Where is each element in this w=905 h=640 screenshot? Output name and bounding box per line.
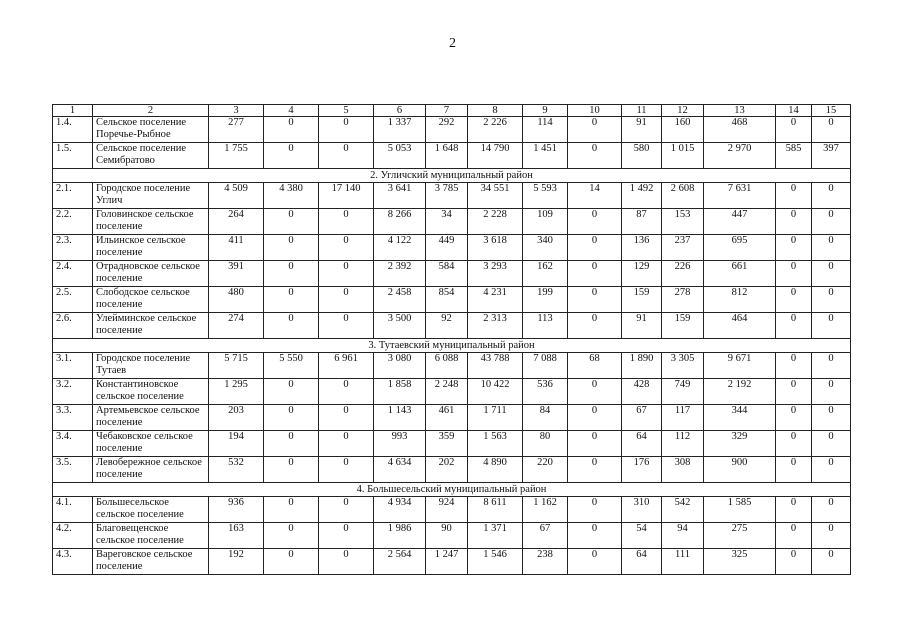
data-table [52, 104, 851, 575]
section-title: 4. Большесельский муниципальный район [53, 483, 851, 497]
table-cell: 113 [523, 313, 568, 339]
table-cell: 4 634 [374, 457, 426, 483]
settlement-name: Головинское сельское поселение [93, 209, 209, 235]
table-cell: 536 [523, 379, 568, 405]
table-cell: 0 [319, 261, 374, 287]
table-cell: 0 [776, 117, 812, 143]
table-cell: 1 371 [468, 523, 523, 549]
table-cell: 0 [264, 457, 319, 483]
table-cell: 2 192 [704, 379, 776, 405]
settlement-name: Артемьевское сельское поселение [93, 405, 209, 431]
table-cell: 64 [622, 549, 662, 575]
column-header: 12 [662, 105, 704, 117]
table-cell: 580 [622, 143, 662, 169]
table-cell: 68 [568, 353, 622, 379]
column-header: 13 [704, 105, 776, 117]
table-cell: 1 986 [374, 523, 426, 549]
table-cell: 17 140 [319, 183, 374, 209]
section-title: 3. Тутаевский муниципальный район [53, 339, 851, 353]
row-number: 2.2. [53, 209, 93, 235]
column-header: 3 [209, 105, 264, 117]
table-cell: 84 [523, 405, 568, 431]
table-row [53, 497, 851, 523]
settlement-name: Чебаковское сельское поселение [93, 431, 209, 457]
table-cell: 5 593 [523, 183, 568, 209]
settlement-name: Константиновское сельское поселение [93, 379, 209, 405]
table-cell: 0 [264, 497, 319, 523]
table-cell: 67 [523, 523, 568, 549]
table-cell: 176 [622, 457, 662, 483]
row-number: 2.4. [53, 261, 93, 287]
table-cell: 0 [319, 209, 374, 235]
table-cell: 64 [622, 431, 662, 457]
column-header: 11 [622, 105, 662, 117]
table-cell: 0 [776, 431, 812, 457]
table-cell: 87 [622, 209, 662, 235]
table-cell: 344 [704, 405, 776, 431]
table-cell: 4 122 [374, 235, 426, 261]
table-cell: 0 [264, 143, 319, 169]
table-cell: 532 [209, 457, 264, 483]
table-cell: 0 [568, 523, 622, 549]
table-cell: 0 [776, 235, 812, 261]
table-cell: 3 500 [374, 313, 426, 339]
table-cell: 0 [319, 457, 374, 483]
table-cell: 275 [704, 523, 776, 549]
table-cell: 0 [319, 143, 374, 169]
table-cell: 5 053 [374, 143, 426, 169]
table-cell: 1 337 [374, 117, 426, 143]
table-cell: 0 [812, 405, 851, 431]
table-cell: 292 [426, 117, 468, 143]
table-cell: 0 [812, 261, 851, 287]
table-row [53, 287, 851, 313]
table-row [53, 117, 851, 143]
table-cell: 2 392 [374, 261, 426, 287]
table-cell: 0 [319, 313, 374, 339]
table-cell: 5 550 [264, 353, 319, 379]
table-cell: 695 [704, 235, 776, 261]
table-row [53, 209, 851, 235]
table-cell: 111 [662, 549, 704, 575]
table-cell: 1 546 [468, 549, 523, 575]
table-cell: 2 313 [468, 313, 523, 339]
table-cell: 0 [568, 143, 622, 169]
section-row [53, 483, 851, 497]
table-cell: 1 755 [209, 143, 264, 169]
table-cell: 0 [264, 313, 319, 339]
table-cell: 2 248 [426, 379, 468, 405]
settlement-name: Городское поселение Тутаев [93, 353, 209, 379]
table-cell: 0 [776, 353, 812, 379]
table-cell: 1 585 [704, 497, 776, 523]
table-cell: 3 080 [374, 353, 426, 379]
table-cell: 34 551 [468, 183, 523, 209]
table-cell: 67 [622, 405, 662, 431]
table-cell: 112 [662, 431, 704, 457]
table-row [53, 379, 851, 405]
table-cell: 0 [319, 379, 374, 405]
table-cell: 6 088 [426, 353, 468, 379]
table-cell: 1 247 [426, 549, 468, 575]
section-title: 2. Угличский муниципальный район [53, 169, 851, 183]
table-cell: 0 [568, 235, 622, 261]
column-header: 7 [426, 105, 468, 117]
table-cell: 1 162 [523, 497, 568, 523]
table-cell: 584 [426, 261, 468, 287]
table-cell: 0 [568, 287, 622, 313]
table-cell: 0 [319, 235, 374, 261]
table-cell: 1 451 [523, 143, 568, 169]
settlement-name: Сельское поселение Поречье-Рыбное [93, 117, 209, 143]
table-cell: 0 [264, 405, 319, 431]
table-cell: 0 [776, 457, 812, 483]
table-cell: 10 422 [468, 379, 523, 405]
table-cell: 92 [426, 313, 468, 339]
table-cell: 0 [776, 549, 812, 575]
table-cell: 4 509 [209, 183, 264, 209]
table-cell: 0 [264, 235, 319, 261]
table-cell: 2 564 [374, 549, 426, 575]
table-row [53, 143, 851, 169]
column-header: 6 [374, 105, 426, 117]
table-cell: 109 [523, 209, 568, 235]
table-cell: 14 [568, 183, 622, 209]
table-cell: 0 [812, 497, 851, 523]
table-cell: 91 [622, 117, 662, 143]
table-cell: 3 785 [426, 183, 468, 209]
table-cell: 900 [704, 457, 776, 483]
table-cell: 3 641 [374, 183, 426, 209]
settlement-name: Ильинское сельское поселение [93, 235, 209, 261]
column-header: 2 [93, 105, 209, 117]
table-cell: 114 [523, 117, 568, 143]
row-number: 4.2. [53, 523, 93, 549]
table-cell: 0 [264, 549, 319, 575]
table-cell: 129 [622, 261, 662, 287]
table-cell: 0 [568, 117, 622, 143]
table-cell: 80 [523, 431, 568, 457]
table-cell: 4 380 [264, 183, 319, 209]
table-cell: 54 [622, 523, 662, 549]
row-number: 3.4. [53, 431, 93, 457]
table-cell: 428 [622, 379, 662, 405]
table-cell: 203 [209, 405, 264, 431]
table-cell: 0 [264, 209, 319, 235]
column-header: 8 [468, 105, 523, 117]
table-cell: 7 088 [523, 353, 568, 379]
table-row [53, 549, 851, 575]
table-cell: 237 [662, 235, 704, 261]
table-cell: 993 [374, 431, 426, 457]
table-cell: 3 305 [662, 353, 704, 379]
settlement-name: Улейминское сельское поселение [93, 313, 209, 339]
header-row [53, 105, 851, 117]
table-cell: 0 [319, 287, 374, 313]
table-cell: 238 [523, 549, 568, 575]
row-number: 3.3. [53, 405, 93, 431]
table-cell: 2 228 [468, 209, 523, 235]
table-cell: 4 231 [468, 287, 523, 313]
settlement-name: Сельское поселение Семибратово [93, 143, 209, 169]
table-cell: 2 608 [662, 183, 704, 209]
table-row [53, 235, 851, 261]
table-cell: 4 934 [374, 497, 426, 523]
table-cell: 220 [523, 457, 568, 483]
table-cell: 94 [662, 523, 704, 549]
table-cell: 447 [704, 209, 776, 235]
table-cell: 0 [812, 235, 851, 261]
table-cell: 0 [568, 457, 622, 483]
table-cell: 3 293 [468, 261, 523, 287]
table-cell: 449 [426, 235, 468, 261]
table-cell: 308 [662, 457, 704, 483]
table-cell: 924 [426, 497, 468, 523]
table-cell: 1 711 [468, 405, 523, 431]
table-cell: 90 [426, 523, 468, 549]
table-cell: 411 [209, 235, 264, 261]
table-cell: 0 [812, 523, 851, 549]
table-cell: 0 [776, 313, 812, 339]
table-cell: 1 492 [622, 183, 662, 209]
column-header: 15 [812, 105, 851, 117]
table-cell: 277 [209, 117, 264, 143]
row-number: 3.5. [53, 457, 93, 483]
table-cell: 812 [704, 287, 776, 313]
table-cell: 0 [776, 405, 812, 431]
table-cell: 1 858 [374, 379, 426, 405]
table-cell: 397 [812, 143, 851, 169]
table-cell: 585 [776, 143, 812, 169]
table-cell: 2 970 [704, 143, 776, 169]
table-cell: 0 [319, 497, 374, 523]
table-cell: 9 671 [704, 353, 776, 379]
table-cell: 0 [776, 497, 812, 523]
column-header: 9 [523, 105, 568, 117]
table-row [53, 405, 851, 431]
table-cell: 359 [426, 431, 468, 457]
table-cell: 749 [662, 379, 704, 405]
table-cell: 0 [812, 379, 851, 405]
table-cell: 0 [812, 209, 851, 235]
table-cell: 159 [662, 313, 704, 339]
table-cell: 329 [704, 431, 776, 457]
table-cell: 854 [426, 287, 468, 313]
column-header: 1 [53, 105, 93, 117]
table-cell: 0 [776, 523, 812, 549]
table-cell: 0 [568, 379, 622, 405]
table-row [53, 457, 851, 483]
table-cell: 117 [662, 405, 704, 431]
table-row [53, 431, 851, 457]
table-cell: 0 [812, 183, 851, 209]
table-cell: 2 458 [374, 287, 426, 313]
table-cell: 464 [704, 313, 776, 339]
table-cell: 0 [812, 457, 851, 483]
table-cell: 6 961 [319, 353, 374, 379]
table-cell: 0 [264, 523, 319, 549]
table-cell: 153 [662, 209, 704, 235]
row-number: 2.5. [53, 287, 93, 313]
row-number: 2.6. [53, 313, 93, 339]
table-cell: 0 [568, 431, 622, 457]
table-cell: 461 [426, 405, 468, 431]
table-cell: 5 715 [209, 353, 264, 379]
table-row [53, 261, 851, 287]
table-cell: 1 563 [468, 431, 523, 457]
table-cell: 8 611 [468, 497, 523, 523]
table-cell: 0 [568, 261, 622, 287]
table-cell: 0 [776, 379, 812, 405]
table-cell: 163 [209, 523, 264, 549]
page-number: 2 [449, 36, 456, 51]
table-cell: 4 890 [468, 457, 523, 483]
table-cell: 194 [209, 431, 264, 457]
settlement-name: Слободское сельское поселение [93, 287, 209, 313]
settlement-name: Благовещенское сельское поселение [93, 523, 209, 549]
table-cell: 0 [319, 117, 374, 143]
table-cell: 0 [319, 523, 374, 549]
table-cell: 468 [704, 117, 776, 143]
table-cell: 3 618 [468, 235, 523, 261]
table-cell: 1 295 [209, 379, 264, 405]
table-cell: 0 [264, 261, 319, 287]
table-cell: 274 [209, 313, 264, 339]
table-cell: 1 890 [622, 353, 662, 379]
table-row [53, 313, 851, 339]
table-cell: 7 631 [704, 183, 776, 209]
table-cell: 0 [568, 405, 622, 431]
table-row [53, 523, 851, 549]
table-cell: 14 790 [468, 143, 523, 169]
table-cell: 0 [568, 497, 622, 523]
table-cell: 192 [209, 549, 264, 575]
table-cell: 0 [568, 313, 622, 339]
table-cell: 0 [776, 261, 812, 287]
table-cell: 0 [568, 209, 622, 235]
table-cell: 136 [622, 235, 662, 261]
table-cell: 542 [662, 497, 704, 523]
table-cell: 310 [622, 497, 662, 523]
table-cell: 480 [209, 287, 264, 313]
row-number: 2.1. [53, 183, 93, 209]
table-cell: 43 788 [468, 353, 523, 379]
table-cell: 278 [662, 287, 704, 313]
column-header: 10 [568, 105, 622, 117]
table-cell: 0 [264, 379, 319, 405]
table-cell: 162 [523, 261, 568, 287]
table-cell: 34 [426, 209, 468, 235]
table-cell: 0 [264, 117, 319, 143]
table-cell: 1 143 [374, 405, 426, 431]
table-cell: 0 [812, 353, 851, 379]
table-cell: 325 [704, 549, 776, 575]
table-cell: 0 [264, 287, 319, 313]
table-cell: 159 [622, 287, 662, 313]
settlement-name: Отрадновское сельское поселение [93, 261, 209, 287]
table-cell: 226 [662, 261, 704, 287]
table-cell: 0 [812, 431, 851, 457]
table-cell: 0 [812, 117, 851, 143]
row-number: 4.1. [53, 497, 93, 523]
table-cell: 0 [812, 313, 851, 339]
table-cell: 661 [704, 261, 776, 287]
table-cell: 264 [209, 209, 264, 235]
row-number: 4.3. [53, 549, 93, 575]
table-cell: 0 [776, 209, 812, 235]
row-number: 3.2. [53, 379, 93, 405]
table-cell: 199 [523, 287, 568, 313]
table-cell: 0 [568, 549, 622, 575]
table-cell: 0 [319, 549, 374, 575]
table-cell: 391 [209, 261, 264, 287]
row-number: 2.3. [53, 235, 93, 261]
table-row [53, 183, 851, 209]
row-number: 1.5. [53, 143, 93, 169]
settlement-name: Большесельское сельское поселение [93, 497, 209, 523]
table-cell: 202 [426, 457, 468, 483]
table-cell: 0 [812, 549, 851, 575]
table-cell: 0 [264, 431, 319, 457]
settlement-name: Городское поселение Углич [93, 183, 209, 209]
settlement-name: Левобережное сельское поселение [93, 457, 209, 483]
column-header: 5 [319, 105, 374, 117]
column-header: 14 [776, 105, 812, 117]
section-row [53, 169, 851, 183]
table-cell: 0 [776, 183, 812, 209]
row-number: 1.4. [53, 117, 93, 143]
section-row [53, 339, 851, 353]
table-cell: 8 266 [374, 209, 426, 235]
table-cell: 160 [662, 117, 704, 143]
settlement-name: Вареговское сельское поселение [93, 549, 209, 575]
table-cell: 2 226 [468, 117, 523, 143]
table-cell: 0 [776, 287, 812, 313]
column-header: 4 [264, 105, 319, 117]
table-cell: 936 [209, 497, 264, 523]
table-cell: 0 [319, 405, 374, 431]
table-cell: 1 648 [426, 143, 468, 169]
table-cell: 0 [319, 431, 374, 457]
table-row [53, 353, 851, 379]
table-cell: 340 [523, 235, 568, 261]
table-cell: 0 [812, 287, 851, 313]
table-cell: 91 [622, 313, 662, 339]
row-number: 3.1. [53, 353, 93, 379]
table-cell: 1 015 [662, 143, 704, 169]
